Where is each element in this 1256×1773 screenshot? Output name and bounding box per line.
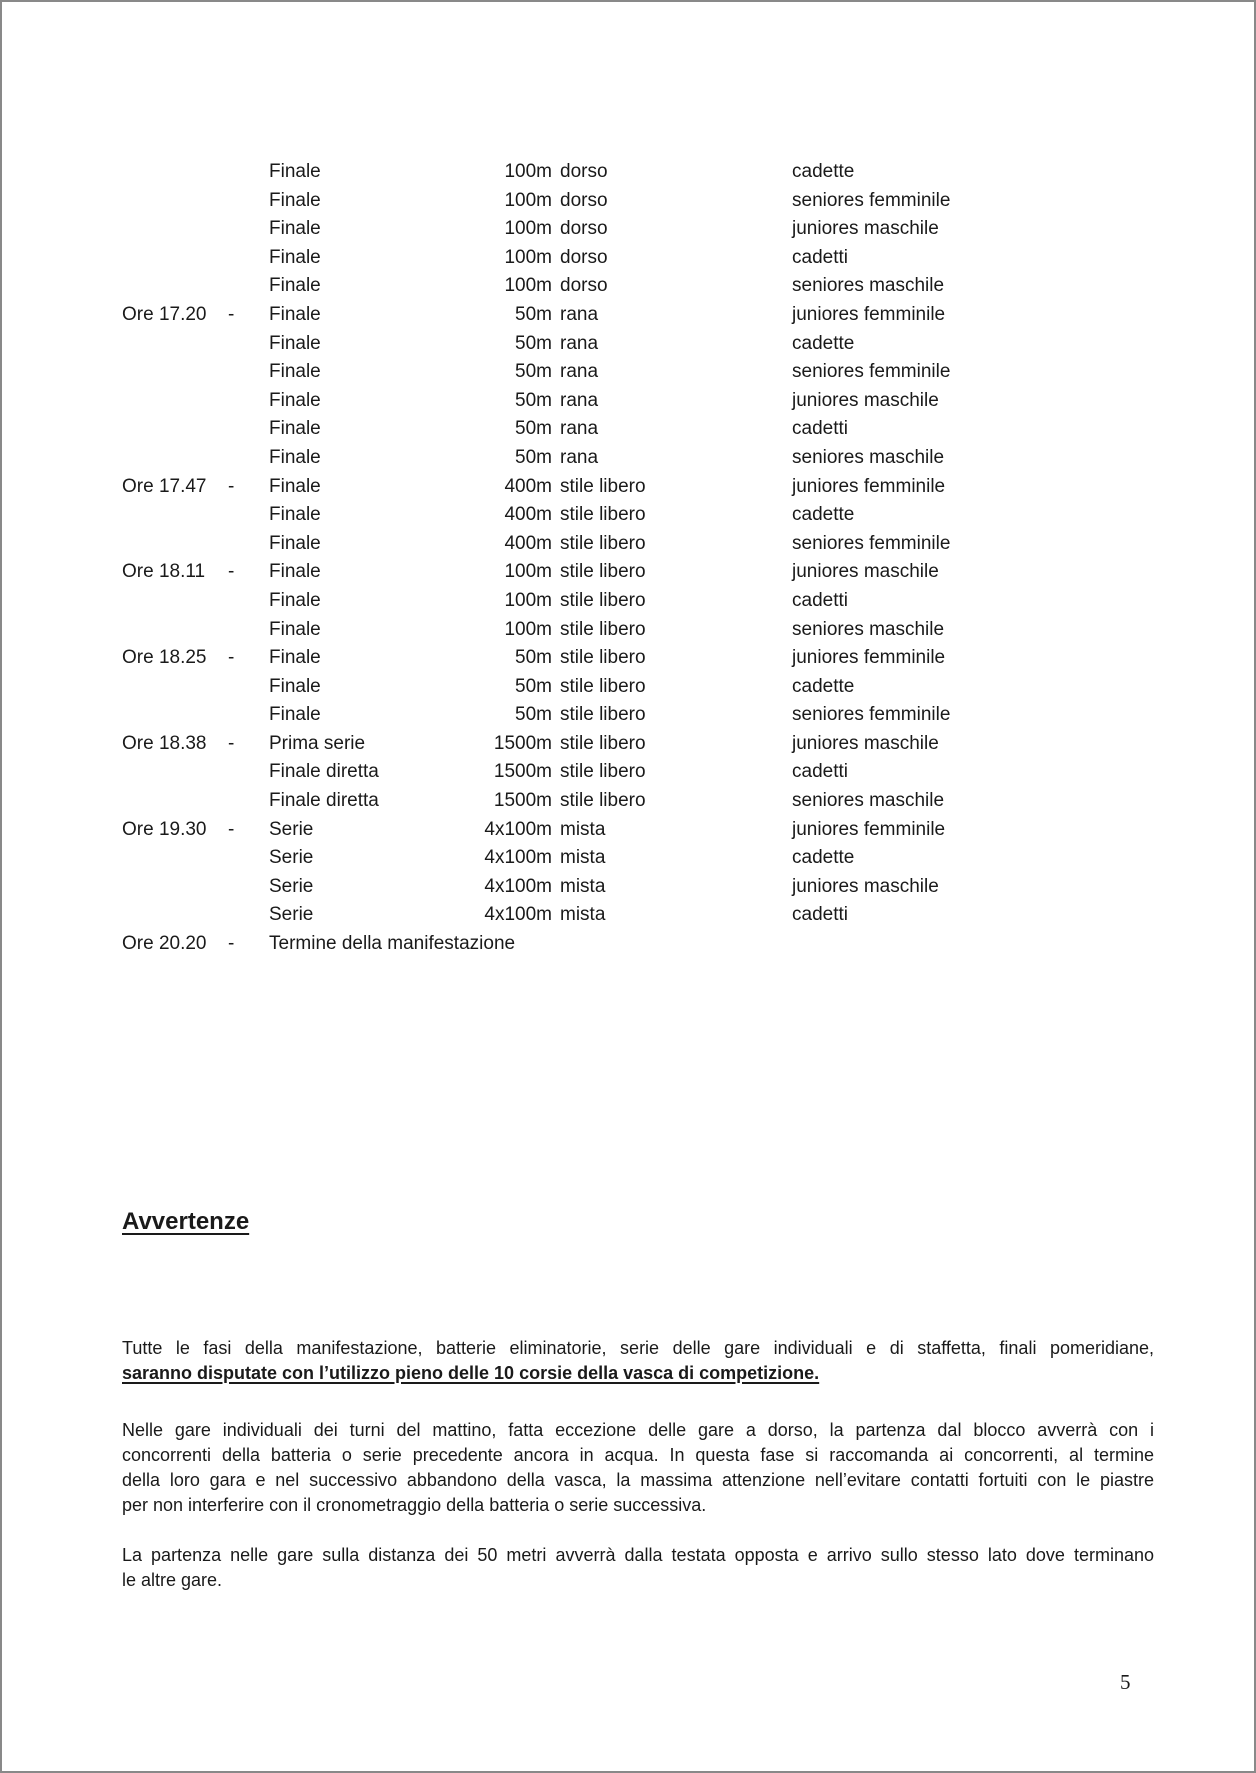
schedule-distance: 100m bbox=[504, 275, 552, 297]
schedule-category: cadette bbox=[792, 161, 855, 182]
schedule-category: seniores maschile bbox=[792, 790, 945, 812]
schedule-row bbox=[122, 844, 1138, 873]
schedule-table bbox=[122, 158, 1138, 959]
schedule-stroke: dorso bbox=[560, 246, 608, 268]
schedule-category: juniores femminile bbox=[792, 647, 946, 669]
schedule-phase: Finale bbox=[269, 361, 321, 383]
schedule-distance: 400m bbox=[504, 475, 552, 497]
schedule-phase: Finale bbox=[269, 561, 321, 583]
schedule-category: cadette bbox=[792, 675, 855, 697]
schedule-stroke: mista bbox=[560, 875, 606, 897]
schedule-stroke: rana bbox=[560, 446, 599, 468]
schedule-distance: 50m bbox=[515, 675, 552, 697]
schedule-phase: Finale bbox=[269, 218, 321, 240]
schedule-stroke: stile libero bbox=[560, 532, 646, 554]
schedule-distance: 4x100m bbox=[484, 818, 552, 840]
schedule-row bbox=[122, 272, 1138, 301]
schedule-stroke: mista bbox=[560, 847, 606, 869]
schedule-distance: 100m bbox=[504, 618, 552, 640]
schedule-category: cadetti bbox=[792, 418, 848, 440]
schedule-distance: 100m bbox=[504, 161, 552, 182]
schedule-phase: Finale bbox=[269, 504, 321, 526]
paragraph-line: Nelle gare individuali dei turni del mattino, fatta eccezione delle gare a dorso, la partenza dal blocco avverrà con i bbox=[122, 1420, 1154, 1440]
schedule-row bbox=[122, 358, 1138, 387]
schedule-category: juniores femminile bbox=[792, 475, 946, 497]
schedule-row bbox=[122, 730, 1138, 759]
schedule-distance: 50m bbox=[515, 332, 552, 354]
schedule-stroke: stile libero bbox=[560, 561, 646, 583]
schedule-row bbox=[122, 816, 1138, 845]
schedule-category: juniores maschile bbox=[792, 875, 939, 897]
schedule-phase: Prima serie bbox=[269, 732, 366, 754]
schedule-stroke: dorso bbox=[560, 275, 608, 297]
schedule-time: Ore 19.30 bbox=[122, 818, 207, 840]
schedule-category: juniores maschile bbox=[792, 732, 939, 754]
notices-heading: Avvertenze bbox=[122, 1208, 250, 1235]
schedule-stroke: stile libero bbox=[560, 790, 646, 812]
schedule-phase: Finale bbox=[269, 246, 321, 268]
schedule-phase: Finale bbox=[269, 418, 321, 440]
schedule-distance: 100m bbox=[504, 218, 552, 240]
schedule-stroke: rana bbox=[560, 332, 599, 354]
paragraph-line: La partenza nelle gare sulla distanza dei 50 metri avverrà dalla testata opposta e arrivo sullo stesso lato dove terminano bbox=[122, 1545, 1154, 1565]
paragraph-line: della loro gara e nel successivo abbandono della vasca, la massima attenzione nell’evitare contatti fortuiti con le piastre bbox=[122, 1470, 1154, 1490]
schedule-stroke: stile libero bbox=[560, 675, 646, 697]
schedule-phase: Finale bbox=[269, 446, 321, 468]
schedule-stroke: rana bbox=[560, 418, 599, 440]
schedule-stroke: stile libero bbox=[560, 504, 646, 526]
schedule-phase: Finale bbox=[269, 532, 321, 554]
time-dash: - bbox=[228, 303, 235, 325]
paragraph-line-bold-underlined: saranno disputate con l’utilizzo pieno delle 10 corsie della vasca di competizione. bbox=[122, 1363, 820, 1383]
schedule-phase: Finale bbox=[269, 475, 321, 497]
schedule-phase: Serie bbox=[269, 847, 314, 869]
schedule-row bbox=[122, 415, 1138, 444]
schedule-category: juniores maschile bbox=[792, 389, 939, 411]
schedule-distance: 50m bbox=[515, 647, 552, 669]
time-dash: - bbox=[228, 732, 235, 754]
schedule-row bbox=[122, 473, 1138, 502]
schedule-phase: Finale bbox=[269, 618, 321, 640]
schedule-row bbox=[122, 444, 1138, 473]
time-dash: - bbox=[228, 933, 235, 955]
schedule-stroke: stile libero bbox=[560, 732, 646, 754]
schedule-category: cadette bbox=[792, 504, 855, 526]
schedule-phase: Termine della manifestazione bbox=[269, 933, 516, 955]
schedule-distance: 400m bbox=[504, 532, 552, 554]
schedule-stroke: rana bbox=[560, 303, 599, 325]
schedule-stroke: dorso bbox=[560, 161, 608, 182]
schedule-category: seniores femminile bbox=[792, 189, 951, 211]
schedule-distance: 4x100m bbox=[484, 847, 552, 869]
schedule-row bbox=[122, 558, 1138, 587]
schedule-row bbox=[122, 873, 1138, 902]
schedule-distance: 100m bbox=[504, 589, 552, 611]
schedule-category: juniores maschile bbox=[792, 218, 939, 240]
schedule-stroke: dorso bbox=[560, 189, 608, 211]
page-number: 5 bbox=[1120, 1670, 1131, 1694]
schedule-category: cadetti bbox=[792, 904, 848, 926]
schedule-phase: Finale bbox=[269, 189, 321, 211]
schedule-phase: Serie bbox=[269, 875, 314, 897]
schedule-distance: 100m bbox=[504, 189, 552, 211]
schedule-stroke: stile libero bbox=[560, 761, 646, 783]
schedule-distance: 50m bbox=[515, 446, 552, 468]
schedule-phase: Finale bbox=[269, 647, 321, 669]
schedule-category: cadetti bbox=[792, 246, 848, 268]
time-dash: - bbox=[228, 561, 235, 583]
schedule-category: cadette bbox=[792, 332, 855, 354]
schedule-distance: 50m bbox=[515, 361, 552, 383]
paragraph-line: le altre gare. bbox=[122, 1570, 223, 1590]
schedule-distance: 1500m bbox=[493, 790, 552, 812]
schedule-row bbox=[122, 787, 1138, 816]
schedule-row bbox=[122, 330, 1138, 359]
schedule-category: seniores maschile bbox=[792, 446, 945, 468]
schedule-row bbox=[122, 701, 1138, 730]
schedule-row bbox=[122, 673, 1138, 702]
schedule-time: Ore 20.20 bbox=[122, 933, 207, 955]
schedule-phase: Finale bbox=[269, 704, 321, 726]
schedule-phase: Finale bbox=[269, 675, 321, 697]
schedule-distance: 400m bbox=[504, 504, 552, 526]
schedule-distance: 1500m bbox=[493, 732, 552, 754]
schedule-phase: Finale diretta bbox=[269, 790, 379, 812]
schedule-category: cadetti bbox=[792, 761, 848, 783]
schedule-phase: Finale diretta bbox=[269, 761, 379, 783]
schedule-row bbox=[122, 616, 1138, 645]
schedule-row bbox=[122, 244, 1138, 273]
schedule-stroke: stile libero bbox=[560, 475, 646, 497]
schedule-distance: 50m bbox=[515, 704, 552, 726]
schedule-category: seniores femminile bbox=[792, 704, 951, 726]
schedule-phase: Serie bbox=[269, 904, 314, 926]
schedule-row bbox=[122, 901, 1138, 930]
schedule-distance: 4x100m bbox=[484, 875, 552, 897]
schedule-row bbox=[122, 587, 1138, 616]
time-dash: - bbox=[228, 647, 235, 669]
schedule-time: Ore 17.47 bbox=[122, 475, 207, 497]
schedule-row bbox=[122, 158, 1138, 187]
schedule-category: seniores maschile bbox=[792, 618, 945, 640]
schedule-row bbox=[122, 301, 1138, 330]
schedule-phase: Serie bbox=[269, 818, 314, 840]
schedule-category: juniores maschile bbox=[792, 561, 939, 583]
schedule-time: Ore 18.11 bbox=[122, 561, 206, 583]
schedule-row bbox=[122, 530, 1138, 559]
paragraph-50m-start-notice bbox=[122, 1543, 1154, 1593]
schedule-stroke: stile libero bbox=[560, 618, 646, 640]
schedule-distance: 1500m bbox=[493, 761, 552, 783]
schedule-distance: 50m bbox=[515, 303, 552, 325]
paragraph-morning-heats-notice bbox=[122, 1418, 1154, 1518]
schedule-row bbox=[122, 758, 1138, 787]
schedule-category: seniores maschile bbox=[792, 275, 945, 297]
schedule-stroke: stile libero bbox=[560, 647, 646, 669]
schedule-time: Ore 17.20 bbox=[122, 303, 207, 325]
schedule-distance: 50m bbox=[515, 418, 552, 440]
paragraph-lanes-notice bbox=[122, 1336, 1154, 1386]
paragraph-line: concorrenti della batteria o serie precedente ancora in acqua. In questa fase si raccomanda ai concorrenti, al termine bbox=[122, 1445, 1154, 1465]
schedule-phase: Finale bbox=[269, 275, 321, 297]
time-dash: - bbox=[228, 818, 235, 840]
time-dash: - bbox=[228, 475, 235, 497]
schedule-phase: Finale bbox=[269, 589, 321, 611]
schedule-distance: 100m bbox=[504, 561, 552, 583]
schedule-row bbox=[122, 644, 1138, 673]
schedule-row bbox=[122, 501, 1138, 530]
schedule-category: seniores femminile bbox=[792, 361, 951, 383]
paragraph-line: Tutte le fasi della manifestazione, batterie eliminatorie, serie delle gare individuali e di staffetta, finali pomeridiane, bbox=[122, 1338, 1154, 1358]
schedule-distance: 4x100m bbox=[484, 904, 552, 926]
schedule-stroke: rana bbox=[560, 389, 599, 411]
schedule-phase: Finale bbox=[269, 332, 321, 354]
schedule-category: juniores femminile bbox=[792, 818, 946, 840]
schedule-distance: 50m bbox=[515, 389, 552, 411]
schedule-category: seniores femminile bbox=[792, 532, 951, 554]
schedule-category: juniores femminile bbox=[792, 303, 946, 325]
schedule-phase: Finale bbox=[269, 389, 321, 411]
schedule-stroke: dorso bbox=[560, 218, 608, 240]
schedule-distance: 100m bbox=[504, 246, 552, 268]
schedule-row bbox=[122, 930, 1138, 959]
schedule-row bbox=[122, 187, 1138, 216]
schedule-category: cadette bbox=[792, 847, 855, 869]
schedule-row bbox=[122, 215, 1138, 244]
schedule-time: Ore 18.38 bbox=[122, 732, 207, 754]
schedule-time: Ore 18.25 bbox=[122, 647, 207, 669]
schedule-category: cadetti bbox=[792, 589, 848, 611]
schedule-stroke: stile libero bbox=[560, 589, 646, 611]
paragraph-line: per non interferire con il cronometraggio della batteria o serie successiva. bbox=[122, 1495, 707, 1515]
schedule-stroke: rana bbox=[560, 361, 599, 383]
schedule-row bbox=[122, 387, 1138, 416]
schedule-stroke: stile libero bbox=[560, 704, 646, 726]
schedule-stroke: mista bbox=[560, 904, 606, 926]
schedule-stroke: mista bbox=[560, 818, 606, 840]
schedule-phase: Finale bbox=[269, 161, 321, 182]
schedule-phase: Finale bbox=[269, 303, 321, 325]
